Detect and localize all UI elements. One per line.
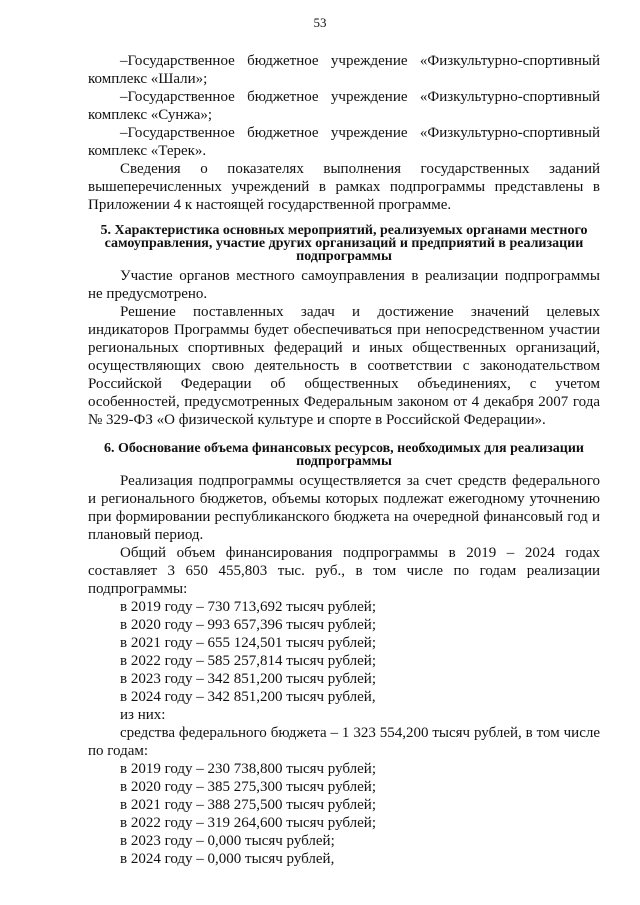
paragraph: Участие органов местного самоуправления в реализации подпрограммы не предусмотрено. xyxy=(88,268,600,302)
page-number: 53 xyxy=(313,15,327,30)
list-item: в 2024 году – 342 851,200 тысяч рублей, xyxy=(120,689,376,705)
paragraph: Реализация подпрограммы осуществляется за счет средств федерального и регионального бюджетов, объемы которых подлежат ежегодному уточнению при формировании республиканского бюджета на очередной финансовый год и плановый период. xyxy=(88,473,600,543)
paragraph: Решение поставленных задач и достижение значений целевых индикаторов Программы будет обеспечиваться при непосредственном участии региональных спортивных федераций и иных общественных организаций, осуществляющих свою деятельность в соответствии с законодательством Российской Федерации об общественных объединениях, с учетом особенностей, предусмотренных Федеральным законом от 4 декабря 2007 года № 329-ФЗ «О физической культуре и спорте в Российской Федерации». xyxy=(88,304,600,428)
list-item: в 2022 году – 585 257,814 тысяч рублей; xyxy=(120,653,376,669)
list-item: в 2024 году – 0,000 тысяч рублей, xyxy=(120,851,335,867)
paragraph: Сведения о показателях выполнения государственных заданий вышеперечисленных учреждений в рамках подпрограммы представлены в Приложении 4 к настоящей государственной программе. xyxy=(88,161,600,213)
list-item: в 2021 году – 388 275,500 тысяч рублей; xyxy=(120,797,376,813)
section-5-heading: 5. Характеристика основных мероприятий, реализуемых органами местного самоуправления, участие других организаций и предприятий в реализации подпрограммы xyxy=(100,223,588,264)
list-item: в 2023 году – 342 851,200 тысяч рублей; xyxy=(120,671,376,687)
of-them-label: из них: xyxy=(120,707,166,723)
list-item: в 2023 году – 0,000 тысяч рублей; xyxy=(120,833,335,849)
list-item: в 2021 году – 655 124,501 тысяч рублей; xyxy=(120,635,376,651)
paragraph: –Государственное бюджетное учреждение «Физкультурно-спортивный комплекс «Шали»; xyxy=(88,53,600,87)
document-body xyxy=(88,52,600,868)
list-item: в 2019 году – 730 713,692 тысяч рублей; xyxy=(120,599,376,615)
federal-budget-paragraph: средства федерального бюджета – 1 323 554,200 тысяч рублей, в том числе по годам: xyxy=(88,725,600,759)
list-item: в 2019 году – 230 738,800 тысяч рублей; xyxy=(120,761,376,777)
list-item: в 2020 году – 993 657,396 тысяч рублей; xyxy=(120,617,376,633)
paragraph: –Государственное бюджетное учреждение «Физкультурно-спортивный комплекс «Сунжа»; xyxy=(88,89,600,123)
paragraph: –Государственное бюджетное учреждение «Физкультурно-спортивный комплекс «Терек». xyxy=(88,125,600,159)
section-6-heading: 6. Обоснование объема финансовых ресурсов, необходимых для реализации подпрограммы xyxy=(104,441,584,469)
paragraph: Общий объем финансирования подпрограммы в 2019 – 2024 годах составляет 3 650 455,803 тыс. руб., в том числе по годам реализации подпрограммы: xyxy=(88,545,600,597)
list-item: в 2020 году – 385 275,300 тысяч рублей; xyxy=(120,779,376,795)
list-item: в 2022 году – 319 264,600 тысяч рублей; xyxy=(120,815,376,831)
